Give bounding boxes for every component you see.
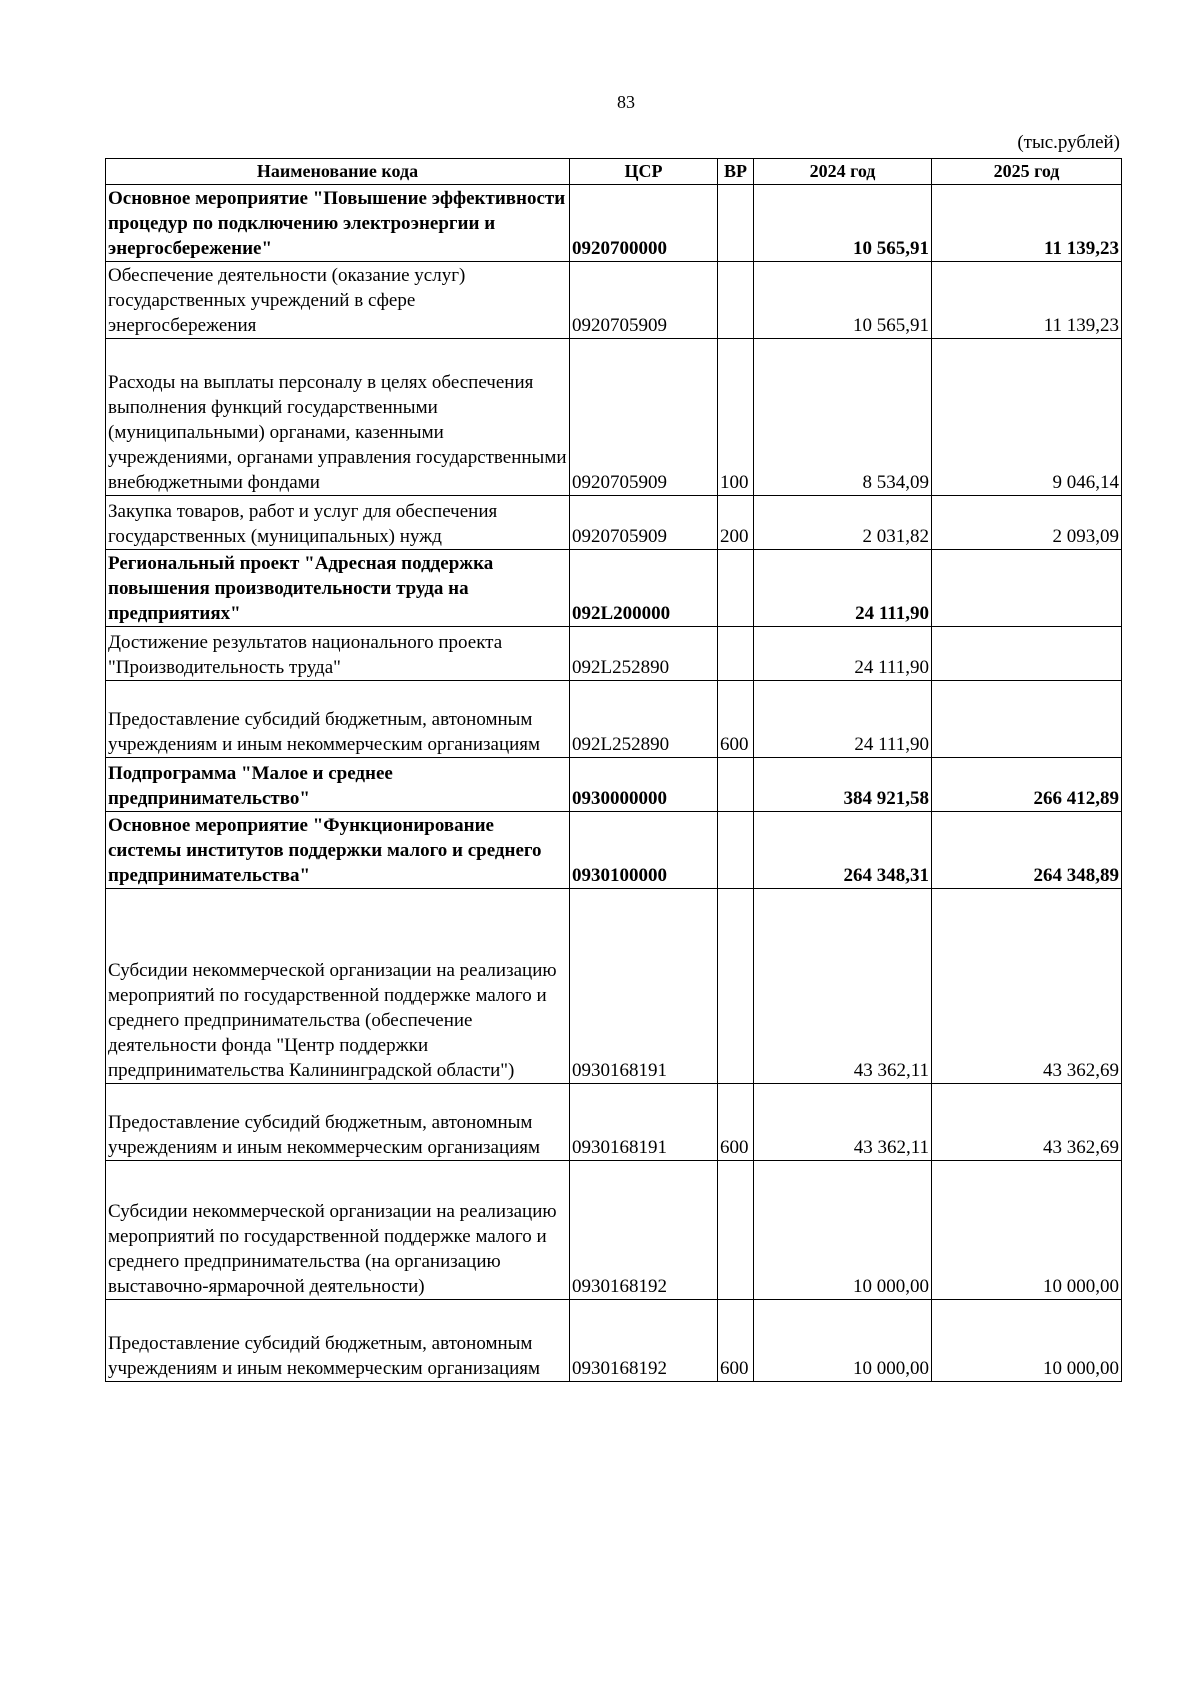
cell-csr: 0930168191 xyxy=(570,889,718,1084)
table-row xyxy=(106,1084,1122,1161)
header-vr: ВР xyxy=(718,159,754,185)
header-csr: ЦСР xyxy=(570,159,718,185)
cell-name: Субсидии некоммерческой организации на реализацию мероприятий по государственной поддержке малого и среднего предпринимательства (обеспечение деятельности фонда "Центр поддержки предпринимательства Калининградской области") xyxy=(106,889,570,1084)
table-header-row xyxy=(106,159,1122,185)
cell-csr: 0920700000 xyxy=(570,185,718,262)
cell-2024: 10 000,00 xyxy=(754,1161,932,1300)
cell-name: Расходы на выплаты персоналу в целях обеспечения выполнения функций государственными (муниципальными) органами, казенными учреждениями, органами управления государственными внебюджетными фондами xyxy=(106,339,570,496)
cell-vr: 100 xyxy=(718,339,754,496)
cell-csr: 092L252890 xyxy=(570,681,718,758)
cell-2025: 43 362,69 xyxy=(932,1084,1122,1161)
cell-2025: 43 362,69 xyxy=(932,889,1122,1084)
cell-csr: 0930168192 xyxy=(570,1300,718,1382)
cell-vr: 600 xyxy=(718,681,754,758)
table-row xyxy=(106,1161,1122,1300)
cell-2025: 264 348,89 xyxy=(932,812,1122,889)
units-label: (тыс.рублей) xyxy=(1017,132,1120,153)
table-row xyxy=(106,758,1122,812)
cell-name: Основное мероприятие "Функционирование системы институтов поддержки малого и среднего предпринимательства" xyxy=(106,812,570,889)
table-row xyxy=(106,550,1122,627)
cell-2025: 9 046,14 xyxy=(932,339,1122,496)
table-row xyxy=(106,812,1122,889)
cell-name: Предоставление субсидий бюджетным, автономным учреждениям и иным некоммерческим организациям xyxy=(106,1084,570,1161)
cell-2024: 24 111,90 xyxy=(754,627,932,681)
cell-2025: 11 139,23 xyxy=(932,185,1122,262)
cell-2025 xyxy=(932,681,1122,758)
cell-csr: 0920705909 xyxy=(570,496,718,550)
cell-csr: 0930000000 xyxy=(570,758,718,812)
cell-name: Региональный проект "Адресная поддержка повышения производительности труда на предприятиях" xyxy=(106,550,570,627)
cell-csr: 0930168191 xyxy=(570,1084,718,1161)
cell-csr: 0930100000 xyxy=(570,812,718,889)
cell-vr xyxy=(718,550,754,627)
header-2024: 2024 год xyxy=(754,159,932,185)
table-row xyxy=(106,262,1122,339)
cell-vr: 600 xyxy=(718,1300,754,1382)
cell-2024: 10 565,91 xyxy=(754,185,932,262)
page-number: 83 xyxy=(617,92,635,112)
header-name: Наименование кода xyxy=(106,159,570,185)
cell-vr xyxy=(718,627,754,681)
table-body xyxy=(106,185,1122,1382)
cell-name: Субсидии некоммерческой организации на реализацию мероприятий по государственной поддержке малого и среднего предпринимательства (на организацию выставочно-ярмарочной деятельности) xyxy=(106,1161,570,1300)
cell-name: Предоставление субсидий бюджетным, автономным учреждениям и иным некоммерческим организациям xyxy=(106,681,570,758)
cell-csr: 092L200000 xyxy=(570,550,718,627)
cell-2025: 2 093,09 xyxy=(932,496,1122,550)
cell-2024: 10 565,91 xyxy=(754,262,932,339)
cell-csr: 0920705909 xyxy=(570,339,718,496)
table-row xyxy=(106,496,1122,550)
cell-2024: 264 348,31 xyxy=(754,812,932,889)
cell-vr xyxy=(718,889,754,1084)
cell-vr xyxy=(718,185,754,262)
cell-csr: 092L252890 xyxy=(570,627,718,681)
cell-2024: 10 000,00 xyxy=(754,1300,932,1382)
table-row xyxy=(106,339,1122,496)
cell-2024: 43 362,11 xyxy=(754,889,932,1084)
cell-vr xyxy=(718,812,754,889)
cell-name: Подпрограмма "Малое и среднее предпринимательство" xyxy=(106,758,570,812)
header-2025: 2025 год xyxy=(932,159,1122,185)
table-row xyxy=(106,627,1122,681)
cell-2025 xyxy=(932,550,1122,627)
cell-vr xyxy=(718,1161,754,1300)
cell-name: Обеспечение деятельности (оказание услуг) государственных учреждений в сфере энергосбережения xyxy=(106,262,570,339)
table-row xyxy=(106,681,1122,758)
cell-2025 xyxy=(932,627,1122,681)
cell-name: Закупка товаров, работ и услуг для обеспечения государственных (муниципальных) нужд xyxy=(106,496,570,550)
cell-2025: 266 412,89 xyxy=(932,758,1122,812)
table-row xyxy=(106,889,1122,1084)
cell-2024: 384 921,58 xyxy=(754,758,932,812)
cell-2024: 2 031,82 xyxy=(754,496,932,550)
table-row xyxy=(106,185,1122,262)
cell-vr: 600 xyxy=(718,1084,754,1161)
cell-vr: 200 xyxy=(718,496,754,550)
cell-2024: 43 362,11 xyxy=(754,1084,932,1161)
cell-2024: 24 111,90 xyxy=(754,681,932,758)
cell-2024: 8 534,09 xyxy=(754,339,932,496)
table-row xyxy=(106,1300,1122,1382)
cell-2025: 11 139,23 xyxy=(932,262,1122,339)
cell-name: Основное мероприятие "Повышение эффективности процедур по подключению электроэнергии и энергосбережение" xyxy=(106,185,570,262)
cell-csr: 0920705909 xyxy=(570,262,718,339)
cell-2025: 10 000,00 xyxy=(932,1300,1122,1382)
cell-vr xyxy=(718,262,754,339)
cell-name: Достижение результатов национального проекта "Производительность труда" xyxy=(106,627,570,681)
cell-name: Предоставление субсидий бюджетным, автономным учреждениям и иным некоммерческим организациям xyxy=(106,1300,570,1382)
budget-table xyxy=(105,158,1122,1382)
cell-2025: 10 000,00 xyxy=(932,1161,1122,1300)
cell-vr xyxy=(718,758,754,812)
cell-2024: 24 111,90 xyxy=(754,550,932,627)
cell-csr: 0930168192 xyxy=(570,1161,718,1300)
